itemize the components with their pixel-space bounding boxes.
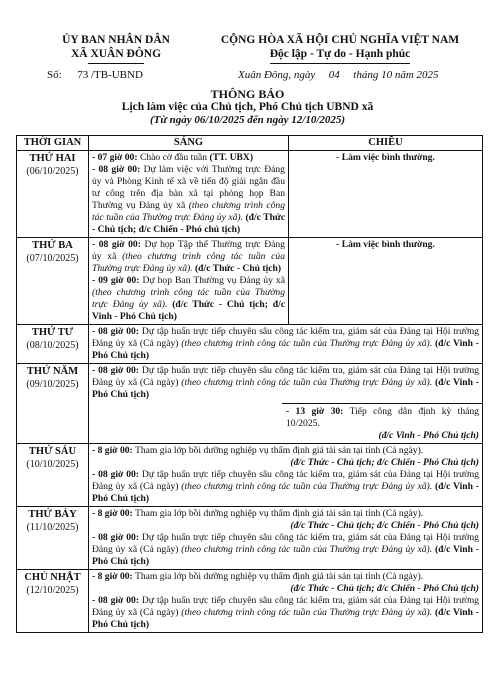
- entry-attendees: (đ/c Vinh - Phó Chủ tịch): [92, 338, 479, 361]
- table-row: [17, 364, 483, 444]
- date-day: 04: [328, 69, 340, 81]
- entry-program-note: (theo chương trình công tác tuần của Thường trực Đảng ủy xã).: [181, 607, 433, 618]
- schedule-entry: [92, 445, 479, 469]
- day-name: THỨ SÁU: [28, 446, 77, 457]
- entry-time: - 08 giờ 00:: [92, 469, 140, 480]
- schedule-table: [16, 135, 483, 633]
- entry-time: - 08 giờ 00:: [92, 532, 140, 543]
- document-number: [47, 69, 143, 81]
- day-name: THỨ TƯ: [31, 327, 74, 338]
- entry-time: - 08 giờ 00:: [92, 595, 140, 606]
- morning-cell: [89, 238, 289, 325]
- day-name: THỨ NĂM: [26, 366, 79, 377]
- afternoon-cell: - Làm việc bình thường.: [289, 151, 483, 238]
- full-day-cell: [89, 325, 483, 364]
- national-title: CỘNG HÒA XÃ HỘI CHỦ NGHĨA VIỆT NAM: [220, 34, 460, 46]
- entry-attendees: (đ/c Thức - Chủ tịch; đ/c Chiến - Phó Chủ tịch): [290, 583, 479, 594]
- so-label: Số:: [47, 69, 62, 81]
- schedule-entry: [92, 532, 479, 568]
- so-suffix: /TB-UBND: [90, 69, 143, 81]
- entry-attendees: (đ/c Thức - Chủ tịch): [192, 263, 282, 274]
- day-cell: [17, 507, 89, 570]
- entry-program-note: (theo chương trình công tác tuần của Thường trực Đảng ủy xã).: [181, 338, 433, 349]
- entry-attendees: (đ/c Vinh - Phó Chủ tịch): [92, 377, 479, 400]
- schedule-entry: [92, 595, 479, 631]
- notice-subtitle: Lịch làm việc của Chủ tịch, Phó Chủ tịch UBND xã: [121, 101, 374, 113]
- entry-program-note: (theo chương trình công tác tuần của Thường trực Đảng ủy xã).: [92, 200, 285, 223]
- entry-text: Dự tập huấn trực tiếp chuyên sâu công tác kiểm tra, giám sát của Đảng tại Hội trường Đảng ủy xã (Cả ngày): [92, 469, 479, 492]
- entry-time: - 8 giờ 00:: [92, 445, 133, 456]
- entry-time: - 13 giờ 30:: [286, 406, 344, 417]
- issuer-line1: ỦY BAN NHÂN DÂN: [62, 34, 170, 46]
- afternoon-cell: - Làm việc bình thường.: [289, 238, 483, 325]
- schedule-entry: [92, 239, 285, 275]
- entry-attendees: (đ/c Thức - Chủ tịch; đ/c Chiến - Phó Chủ tịch): [290, 520, 479, 531]
- entry-program-note: (theo chương trình công tác tuần của Thường trực Đảng ủy xã).: [92, 287, 285, 310]
- day-name: THỨ BA: [32, 240, 73, 251]
- entry-attendees: (đ/c Vinh - Phó Chủ tịch): [92, 544, 479, 567]
- entry-attendees: (đ/c Vinh - Phó Chủ tịch): [378, 430, 479, 441]
- table-row: [17, 507, 483, 570]
- national-motto: Độc lập - Tự do - Hạnh phúc: [269, 48, 411, 60]
- day-cell: [17, 238, 89, 325]
- day-cell: [17, 151, 89, 238]
- so-number: 73: [77, 69, 89, 81]
- table-row: [17, 238, 483, 325]
- entry-text: Dự làm việc với Thường trực Đảng ủy và Phòng Kinh tế xã về tiến độ giải ngân đầu tư công trên địa bàn xã tại phòng họp Ban Thường vụ Đảng ủy xã: [92, 164, 285, 211]
- schedule-entry: [92, 571, 479, 595]
- entry-time: - 08 giờ 00:: [92, 239, 141, 250]
- full-day-cell: [89, 570, 483, 633]
- col-afternoon-header: CHIỀU: [289, 136, 483, 151]
- full-day-cell: [89, 364, 483, 444]
- day-cell: [17, 364, 89, 444]
- full-day-cell: [89, 444, 483, 507]
- day-date: (07/10/2025): [26, 253, 79, 264]
- day-date: (11/10/2025): [26, 522, 79, 533]
- day-date: (09/10/2025): [26, 379, 79, 390]
- col-time-header: THỜI GIAN: [17, 136, 89, 151]
- day-date: (06/10/2025): [26, 166, 79, 177]
- entry-time: - 08 giờ 00:: [92, 365, 140, 376]
- entry-attendees: (đ/c Vinh - Phó Chủ tịch): [92, 607, 479, 630]
- day-date: (10/10/2025): [26, 459, 79, 470]
- entry-time: - 8 giờ 00:: [92, 571, 133, 582]
- day-date: (12/10/2025): [26, 585, 79, 596]
- entry-unit: (TT. UBX): [209, 152, 254, 163]
- notice-date-range: (Từ ngày 06/10/2025 đến ngày 12/10/2025): [149, 114, 346, 126]
- schedule-entry: [92, 365, 479, 401]
- table-row: [17, 151, 483, 238]
- entry-program-note: (theo chương trình công tác tuần của Thường trực Đảng ủy xã).: [181, 377, 433, 388]
- table-header-row: [17, 136, 483, 151]
- issuer-line2: XÃ XUÂN ĐÔNG: [70, 48, 162, 60]
- entry-attendees: (đ/c Thức - Chủ tịch; đ/c Chiến - Phó chủ tịch): [92, 212, 285, 235]
- full-day-cell: [89, 507, 483, 570]
- day-date: (08/10/2025): [26, 340, 79, 351]
- entry-text: Tham gia lớp bồi dưỡng nghiệp vụ thẩm định giá tài sản tại tỉnh (Cả ngày).: [132, 508, 424, 519]
- entry-time: - 09 giờ 00:: [92, 275, 140, 286]
- date-rest: tháng 10 năm 2025: [353, 69, 439, 81]
- schedule-entry: [92, 164, 285, 236]
- entry-attendees: (đ/c Thức - Chủ tịch; đ/c Vinh - Phó Chủ tịch): [92, 299, 286, 322]
- entry-text: Tham gia lớp bồi dưỡng nghiệp vụ thẩm định giá tài sản tại tỉnh (Cả ngày).: [132, 571, 424, 582]
- entry-text: Tham gia lớp bồi dưỡng nghiệp vụ thẩm định giá tài sản tại tỉnh (Cả ngày).: [132, 445, 424, 456]
- date-place: Xuân Đông, ngày: [238, 69, 316, 81]
- schedule-entry: [92, 152, 285, 164]
- entry-text: Dự tập huấn trực tiếp chuyên sâu công tác kiểm tra, giám sát của Đảng tại Hội trường Đảng ủy xã (Cả ngày): [92, 326, 479, 349]
- national-heading: [200, 33, 480, 64]
- issuer-block: [46, 33, 186, 64]
- entry-text: Tiếp công dân định kỳ tháng 10/2025.: [286, 406, 479, 429]
- entry-time: - 8 giờ 00:: [92, 508, 133, 519]
- notice-title: THÔNG BÁO: [210, 87, 285, 101]
- entry-text: Dự họp Ban Thường vụ Đảng ủy xã: [139, 275, 285, 286]
- morning-cell: [89, 151, 289, 238]
- schedule-entry: [92, 326, 479, 362]
- entry-program-note: (theo chương trình công tác tuần của Thường trực Đảng ủy xã).: [92, 251, 285, 274]
- col-morning-header: SÁNG: [89, 136, 289, 151]
- document-date: [238, 69, 439, 81]
- day-name: THỨ BẢY: [28, 509, 77, 520]
- day-cell: [17, 325, 89, 364]
- schedule-body: [17, 151, 483, 633]
- schedule-entry: [92, 469, 479, 505]
- entry-text: Dự tập huấn trực tiếp chuyên sâu công tác kiểm tra, giám sát của Đảng tại Hội trường Đảng ủy xã (Cả ngày): [92, 365, 479, 388]
- entry-program-note: (theo chương trình công tác tuần của Thường trực Đảng ủy xã).: [181, 481, 433, 492]
- table-row: [17, 570, 483, 633]
- entry-text: Dự tập huấn trực tiếp chuyên sâu công tác kiểm tra, giám sát của Đảng tại Hội trường Đảng ủy xã (Cả ngày): [92, 595, 479, 618]
- day-cell: [17, 444, 89, 507]
- day-cell: [17, 570, 89, 633]
- entry-time: - 07 giờ 00:: [92, 152, 138, 163]
- entry-text: Dự tập huấn trực tiếp chuyên sâu công tác kiểm tra, giám sát của Đảng tại Hội trường Đảng ủy xã (Cả ngày): [92, 532, 479, 555]
- motto-underline: [270, 63, 410, 64]
- entry-text: Chào cờ đầu tuần: [137, 152, 210, 163]
- entry-time: - 08 giờ 00:: [92, 164, 141, 175]
- entry-time: - 08 giờ 00:: [92, 326, 140, 337]
- schedule-entry: [92, 508, 479, 532]
- entry-text: Dự họp Tập thể Thường trực Đảng ủy xã: [92, 239, 285, 262]
- day-name: THỨ HAI: [29, 153, 76, 164]
- entry-program-note: (theo chương trình công tác tuần của Thường trực Đảng ủy xã).: [181, 544, 433, 555]
- schedule-entry: [92, 275, 285, 323]
- table-row: [17, 325, 483, 364]
- entry-attendees: (đ/c Vinh - Phó Chủ tịch): [92, 481, 479, 504]
- entry-attendees: (đ/c Thức - Chủ tịch; đ/c Chiến - Phó Chủ tịch): [290, 457, 479, 468]
- day-name: CHỦ NHẬT: [24, 572, 81, 583]
- table-row: [17, 444, 483, 507]
- afternoon-entry: [282, 403, 482, 442]
- issuer-underline: [88, 63, 144, 64]
